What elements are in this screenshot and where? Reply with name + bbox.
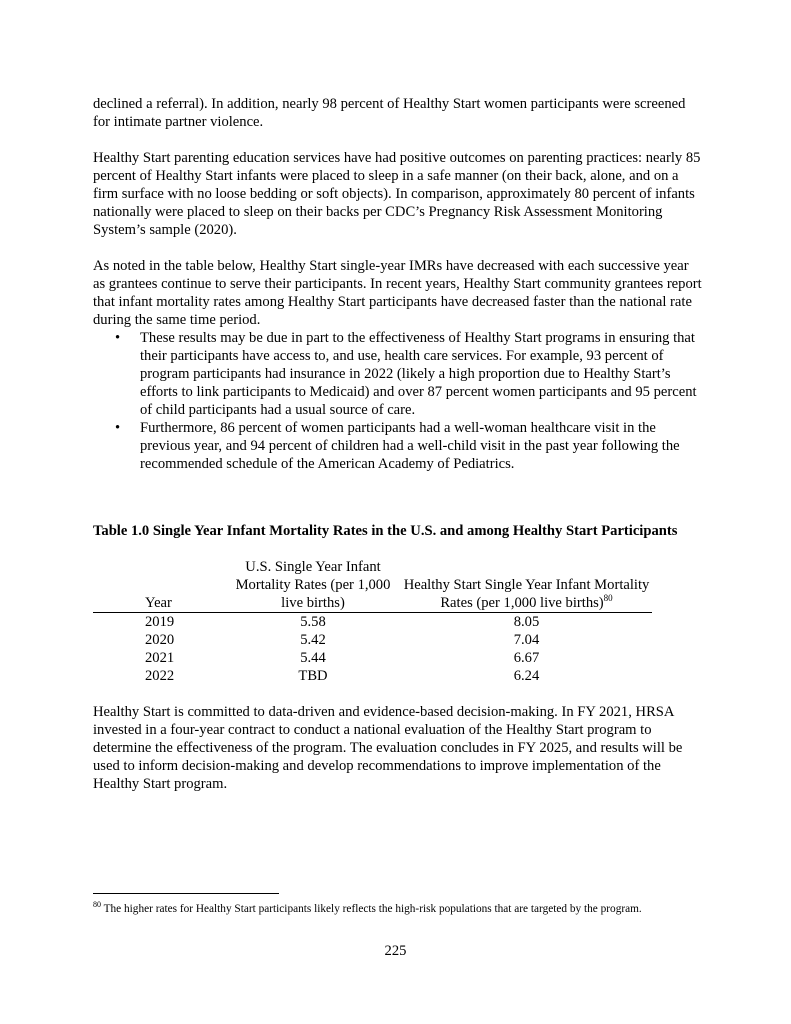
cell-us-rate: 5.44: [300, 650, 326, 666]
imr-table: [93, 558, 652, 685]
paragraph-parenting: Healthy Start parenting education services have had positive outcomes on parenting practices: nearly 85 percent of Healthy Start infants were placed to sleep in a safe manner (on their back, alone, and on a firm surface with no loose bedding or soft objects). In comparison, approximately 80 percent of infants nationally were placed to sleep on their backs per CDC’s Pregnancy Risk Assessment Monitoring System’s sample (2020).: [93, 150, 701, 238]
cell-year: 2020: [145, 632, 175, 648]
footnote-ref: 80: [603, 593, 613, 604]
page-number: 225: [384, 943, 407, 959]
cell-us-rate: 5.42: [300, 632, 326, 648]
cell-year: 2022: [145, 668, 175, 684]
header-us-rate: U.S. Single Year Infant Mortality Rates (per 1,000 live births): [225, 558, 401, 613]
cell-hs-rate: 6.67: [513, 650, 540, 666]
table-header-row: [93, 558, 652, 613]
cell-hs-rate: 8.05: [513, 614, 540, 630]
paragraph-evaluation: Healthy Start is committed to data-driven and evidence-based decision-making. In FY 2021, HRSA invested in a four-year contract to conduct a national evaluation of the Healthy Start program to determine the effectiveness of the program. The evaluation concludes in FY 2025, and results will be used to inform decision-making and develop recommendations to improve implementation of the Healthy Start program.: [93, 704, 683, 792]
table-row: [93, 649, 652, 667]
table-row: [93, 631, 652, 649]
cell-us-rate: TBD: [298, 668, 328, 684]
header-hs-rate: [401, 558, 652, 613]
footnote-divider: [93, 893, 279, 894]
bullet-marker: •: [115, 330, 121, 346]
paragraph-referral: declined a referral). In addition, nearly 98 percent of Healthy Start women participants were screened for intimate partner violence.: [93, 96, 686, 130]
header-year: Year: [93, 558, 225, 613]
bullet-text: These results may be due in part to the effectiveness of Healthy Start programs in ensuring that their participants have access to, and use, health care services. For example, 93 percent of program participants had insurance in 2022 (likely a high proportion due to Healthy Start’s efforts to link participants to Medicaid) and over 87 percent women participants and 95 percent of child participants had a usual source of care.: [140, 330, 697, 418]
bullet-marker: •: [115, 420, 121, 436]
table-row: [93, 667, 652, 685]
cell-us-rate: 5.58: [300, 614, 326, 630]
footnote-text: The higher rates for Healthy Start participants likely reflects the high-risk populations that are targeted by the program.: [103, 903, 642, 915]
table-title: Table 1.0 Single Year Infant Mortality Rates in the U.S. and among Healthy Start Participants: [93, 523, 678, 539]
cell-hs-rate: 6.24: [513, 668, 540, 684]
cell-year: 2021: [145, 650, 175, 666]
cell-hs-rate: 7.04: [513, 632, 540, 648]
footnote: [93, 902, 693, 917]
list-item: [93, 329, 703, 419]
page-body: [93, 95, 703, 793]
bullet-list: [93, 329, 703, 473]
footnote-number: 80: [93, 900, 101, 910]
table-row: [93, 613, 652, 632]
header-hs-text: Healthy Start Single Year Infant Mortality Rates (per 1,000 live births): [403, 577, 650, 611]
cell-year: 2019: [145, 614, 175, 630]
list-item: [93, 419, 703, 473]
bullet-text: Furthermore, 86 percent of women participants had a well-woman healthcare visit in the previous year, and 94 percent of children had a well-child visit in the past year following the recommended schedule of the American Academy of Pediatrics.: [140, 420, 680, 472]
paragraph-imr-trend: As noted in the table below, Healthy Start single-year IMRs have decreased with each successive year as grantees continue to serve their participants. In recent years, Healthy Start community grantees report that infant mortality rates among Healthy Start participants have decreased faster than the national rate during the same time period.: [93, 258, 702, 328]
